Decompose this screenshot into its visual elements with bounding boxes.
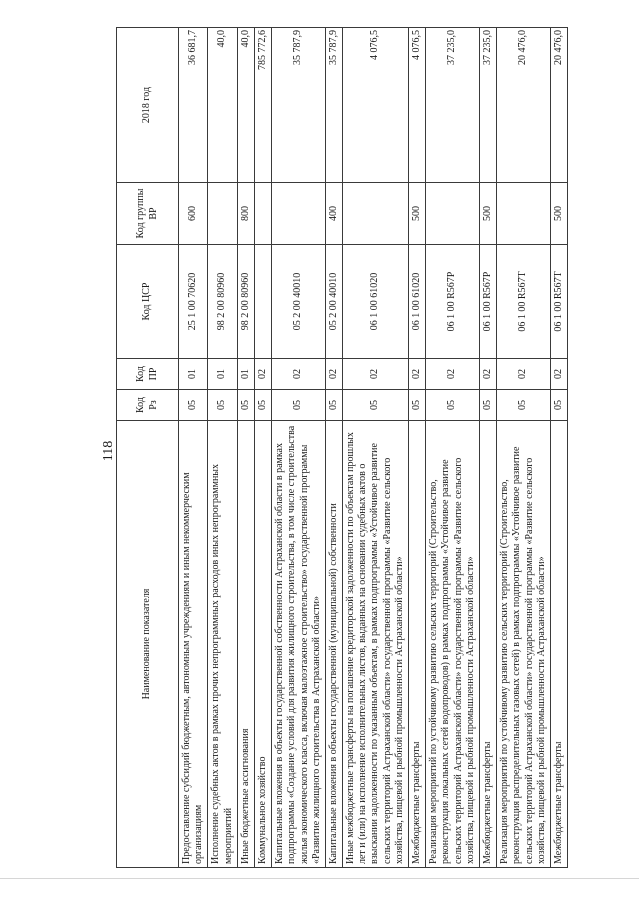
row-value: 4 076,5 xyxy=(343,28,409,183)
table-row xyxy=(325,28,342,868)
row-name: Межбюджетные трансферты xyxy=(409,421,426,868)
row-value: 20 476,0 xyxy=(497,28,551,183)
header-csr: Код ЦСР xyxy=(117,245,179,359)
row-value: 20 476,0 xyxy=(550,28,567,183)
row-pr: 01 xyxy=(208,359,237,390)
table-row xyxy=(409,28,426,868)
header-pr: Код ПР xyxy=(117,359,179,390)
table-row xyxy=(208,28,237,868)
row-csr: 05 2 00 40010 xyxy=(325,245,342,359)
row-value: 37 235,0 xyxy=(426,28,480,183)
table-row xyxy=(237,28,254,868)
row-name: Межбюджетные трансферты xyxy=(479,421,496,868)
row-rz: 05 xyxy=(325,390,342,421)
row-name: Исполнение судебных актов в рамках прочих непрограммных расходов иных непрограммных мероприятий xyxy=(208,421,237,868)
row-vr: 600 xyxy=(179,183,208,245)
row-name: Межбюджетные трансферты xyxy=(550,421,567,868)
row-name: Капитальные вложения в объекты государственной (муниципальной) собственности xyxy=(325,421,342,868)
table-row xyxy=(426,28,480,868)
row-pr: 02 xyxy=(272,359,326,390)
row-rz: 05 xyxy=(497,390,551,421)
table-row xyxy=(272,28,326,868)
row-rz: 05 xyxy=(343,390,409,421)
header-name: Наименование показателя xyxy=(117,421,179,868)
row-value: 4 076,5 xyxy=(409,28,426,183)
row-pr: 02 xyxy=(426,359,480,390)
row-pr: 02 xyxy=(343,359,409,390)
row-value: 36 681,7 xyxy=(179,28,208,183)
row-rz: 05 xyxy=(479,390,496,421)
row-csr: 06 1 00 61020 xyxy=(409,245,426,359)
table-row xyxy=(550,28,567,868)
row-name: Коммунальное хозяйство xyxy=(254,421,271,868)
row-rz: 05 xyxy=(550,390,567,421)
header-vr: Код группы ВР xyxy=(117,183,179,245)
row-csr: 06 1 00 61020 xyxy=(343,245,409,359)
row-value: 40,0 xyxy=(208,28,237,183)
row-vr: 500 xyxy=(550,183,567,245)
row-pr: 02 xyxy=(325,359,342,390)
row-name: Капитальные вложения в объекты государственной собственности Астраханской области в рамках подпрограммы «Создание условий для развития жилищного строительства, в том числе строительства жилья экономического класса, включая малоэтажное строительство» государственной программы «Развитие жилищного строительства в Астраханской области» xyxy=(272,421,326,868)
row-pr: 01 xyxy=(179,359,208,390)
rotated-table-container xyxy=(116,28,588,868)
row-vr xyxy=(208,183,237,245)
row-csr: 98 2 00 80960 xyxy=(237,245,254,359)
row-csr: 98 2 00 80960 xyxy=(208,245,237,359)
row-rz: 05 xyxy=(409,390,426,421)
row-vr xyxy=(426,183,480,245)
budget-table xyxy=(116,27,568,868)
row-pr: 02 xyxy=(409,359,426,390)
row-vr xyxy=(272,183,326,245)
row-pr: 01 xyxy=(237,359,254,390)
row-rz: 05 xyxy=(272,390,326,421)
row-rz: 05 xyxy=(237,390,254,421)
row-value: 35 787,9 xyxy=(272,28,326,183)
row-csr: 06 1 00 R567P xyxy=(479,245,496,359)
header-2018: 2018 год xyxy=(117,28,179,183)
page-bottom-rule xyxy=(0,878,639,879)
row-pr: 02 xyxy=(479,359,496,390)
row-rz: 05 xyxy=(254,390,271,421)
row-value: 37 235,0 xyxy=(479,28,496,183)
row-vr: 800 xyxy=(237,183,254,245)
row-name: Реализация мероприятий по устойчивому развитию сельских территорий (Строительство, реконструкция локальных сетей водопроводов) в рамках подпрограммы «Устойчивое развитие сельских территорий Астраханской области» государственной программы «Развитие сельского хозяйства, пищевой и рыбной промышленности Астраханской области» xyxy=(426,421,480,868)
row-vr: 500 xyxy=(409,183,426,245)
row-pr: 02 xyxy=(497,359,551,390)
row-rz: 05 xyxy=(208,390,237,421)
row-name: Предоставление субсидий бюджетным, автономным учреждениям и иным некоммерческим организациям xyxy=(179,421,208,868)
table-row xyxy=(479,28,496,868)
row-csr: 06 1 00 R567T xyxy=(550,245,567,359)
row-value: 785 772,6 xyxy=(254,28,271,183)
row-name: Иные бюджетные ассигнования xyxy=(237,421,254,868)
header-rz: Код Рз xyxy=(117,390,179,421)
table-row xyxy=(497,28,551,868)
row-csr: 25 1 00 70620 xyxy=(179,245,208,359)
row-rz: 05 xyxy=(179,390,208,421)
header-row xyxy=(117,28,179,868)
row-vr: 400 xyxy=(325,183,342,245)
row-value: 35 787,9 xyxy=(325,28,342,183)
row-rz: 05 xyxy=(426,390,480,421)
row-vr xyxy=(343,183,409,245)
table-row xyxy=(179,28,208,868)
row-value: 40,0 xyxy=(237,28,254,183)
page-number: 118 xyxy=(101,440,116,462)
row-name: Иные межбюджетные трансферты на погашение кредиторской задолженности по объектам прошлых лет и (или) на исполнение исполнительных листов, выданных на основании судебных актов о взыскании задолженности по указанным объектам, в рамках подпрограммы «Устойчивое развитие сельских территорий Астраханской области» государственной программы «Развитие сельского хозяйства, пищевой и рыбной промышленности Астраханской области» xyxy=(343,421,409,868)
row-vr xyxy=(497,183,551,245)
row-pr: 02 xyxy=(254,359,271,390)
row-vr: 500 xyxy=(479,183,496,245)
row-csr: 06 1 00 R567T xyxy=(497,245,551,359)
row-pr: 02 xyxy=(550,359,567,390)
row-name: Реализация мероприятий по устойчивому развитию сельских территорий (Строительство, реконструкция распределительных газовых сетей) в рамках подпрограммы «Устойчивое развитие сельских территорий Астраханской области» государственной программы «Развитие сельского хозяйства, пищевой и рыбной промышленности Астраханской области» xyxy=(497,421,551,868)
row-csr xyxy=(254,245,271,359)
table-row xyxy=(343,28,409,868)
row-vr xyxy=(254,183,271,245)
row-csr: 05 2 00 40010 xyxy=(272,245,326,359)
row-csr: 06 1 00 R567P xyxy=(426,245,480,359)
table-row xyxy=(254,28,271,868)
